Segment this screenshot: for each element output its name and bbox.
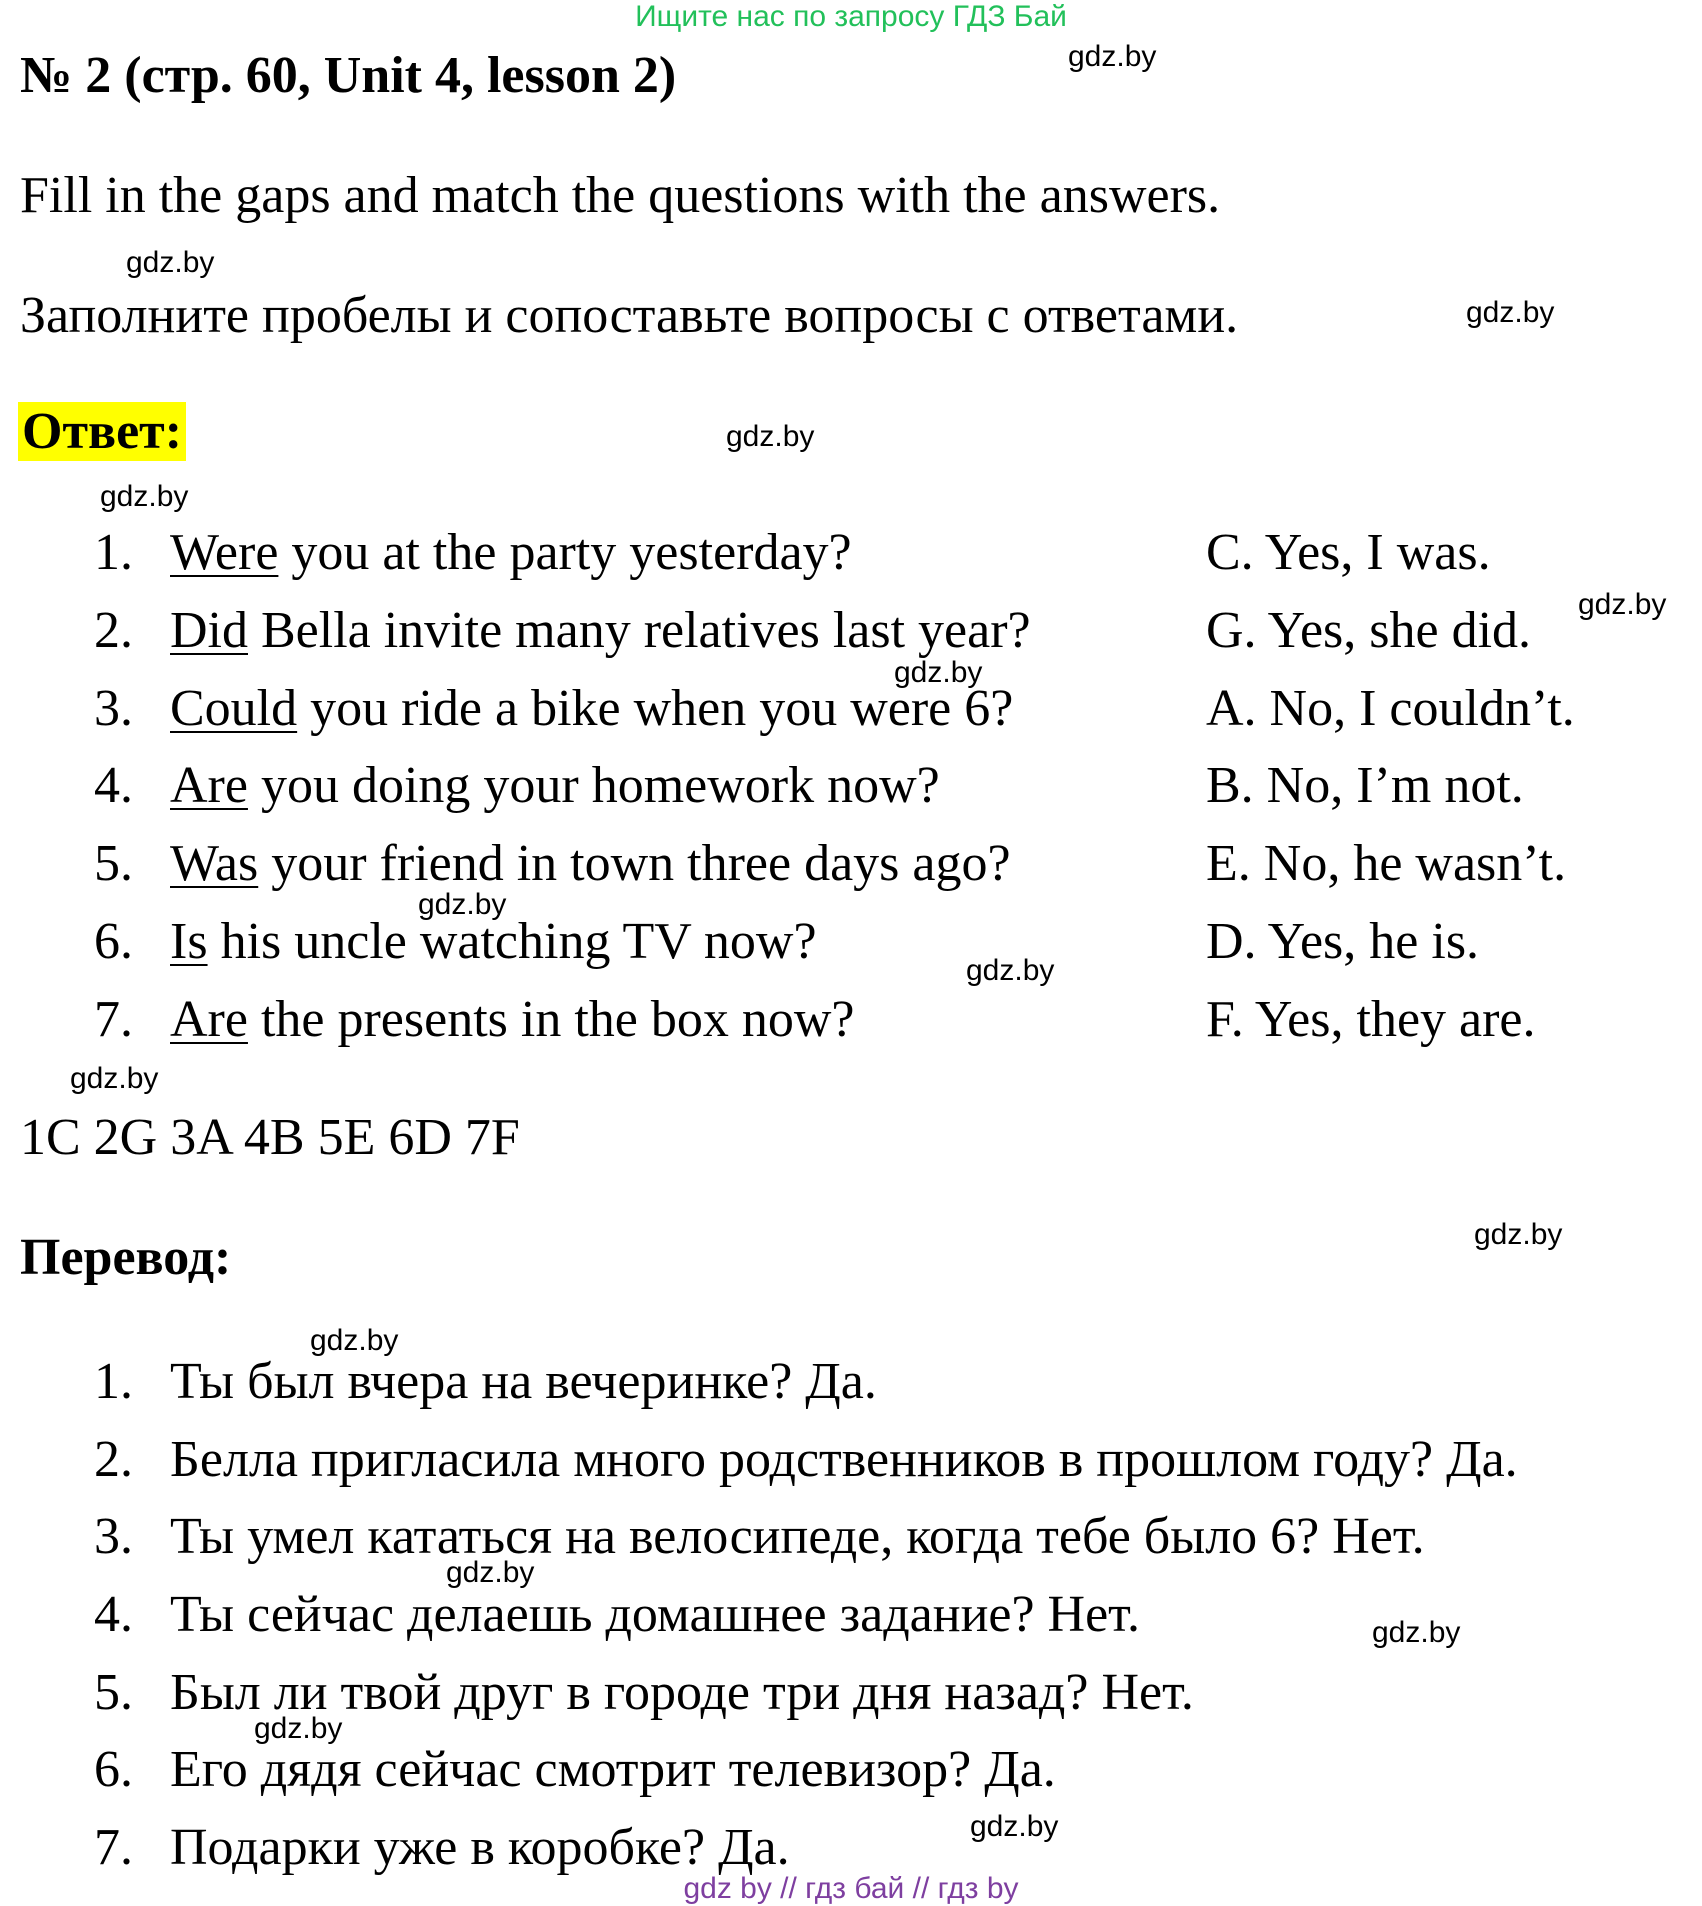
translation-number: 4. [94, 1586, 133, 1643]
watermark: gdz.by [126, 246, 215, 279]
gap-answer: Is [170, 913, 208, 970]
question-text [170, 523, 852, 582]
answer-option: C. Yes, I was. [1206, 524, 1491, 581]
question-number: 1. [94, 524, 133, 581]
watermark: gdz.by [254, 1712, 343, 1745]
gap-answer: Could [170, 680, 298, 737]
watermark: gdz.by [446, 1556, 535, 1589]
question-rest: you at the party yesterday? [278, 524, 852, 581]
question-number: 4. [94, 757, 133, 814]
answer-option: A. No, I couldn’t. [1206, 680, 1575, 737]
page-title: № 2 (стр. 60, Unit 4, lesson 2) [20, 47, 677, 104]
translation-text: Ты умел кататься на велосипеде, когда тебе было 6? Нет. [170, 1508, 1425, 1565]
question-number: 5. [94, 835, 133, 892]
question-text [170, 756, 940, 815]
answer-key: 1C 2G 3A 4B 5E 6D 7F [20, 1109, 520, 1166]
question-rest: you doing your homework now? [247, 757, 940, 814]
watermark: gdz.by [70, 1062, 159, 1095]
watermark: gdz.by [726, 420, 815, 453]
translation-number: 3. [94, 1508, 133, 1565]
translation-text: Был ли твой друг в городе три дня назад? Нет. [170, 1664, 1194, 1721]
translation-number: 7. [94, 1819, 133, 1876]
answer-heading: Ответ: [18, 402, 186, 461]
translation-heading: Перевод: [20, 1229, 232, 1286]
question-text [170, 679, 1013, 738]
watermark: gdz.by [1466, 296, 1555, 329]
question-text [170, 990, 854, 1049]
watermark: gdz.by [100, 480, 189, 513]
translation-text: Подарки уже в коробке? Да. [170, 1819, 790, 1876]
translation-number: 1. [94, 1353, 133, 1410]
watermark: gdz.by [970, 1810, 1059, 1843]
translation-number: 2. [94, 1431, 133, 1488]
question-rest: you ride a bike when you were 6? [297, 680, 1014, 737]
translation-text: Его дядя сейчас смотрит телевизор? Да. [170, 1741, 1056, 1798]
watermark: gdz.by [418, 888, 507, 921]
question-rest: the presents in the box now? [247, 991, 855, 1048]
translation-text: Ты был вчера на вечеринке? Да. [170, 1353, 877, 1410]
question-number: 2. [94, 602, 133, 659]
answer-option: G. Yes, she did. [1206, 602, 1532, 659]
gap-answer: Are [170, 757, 248, 814]
watermark: gdz.by [310, 1324, 399, 1357]
watermark: gdz.by [1578, 588, 1667, 621]
gap-answer: Were [170, 524, 279, 581]
question-number: 7. [94, 991, 133, 1048]
translation-number: 6. [94, 1741, 133, 1798]
question-text [170, 912, 817, 971]
gap-answer: Did [170, 602, 248, 659]
answer-option: B. No, I’m not. [1206, 757, 1524, 814]
translation-text: Белла пригласила много родственников в прошлом году? Да. [170, 1431, 1518, 1488]
question-number: 3. [94, 680, 133, 737]
watermark: gdz.by [966, 954, 1055, 987]
answer-option: E. No, he wasn’t. [1206, 835, 1567, 892]
instruction-english: Fill in the gaps and match the questions with the answers. [20, 167, 1221, 224]
instruction-russian: Заполните пробелы и сопоставьте вопросы с ответами. [20, 287, 1239, 344]
question-text [170, 834, 1011, 893]
watermark: gdz.by [1068, 40, 1157, 73]
answer-option: F. Yes, they are. [1206, 991, 1536, 1048]
watermark: gdz.by [1372, 1616, 1461, 1649]
footer-links: gdz by // гдз бай // гдз by [683, 1872, 1019, 1905]
question-number: 6. [94, 913, 133, 970]
top-banner: Ищите нас по запросу ГДЗ Бай [635, 0, 1067, 33]
translation-number: 5. [94, 1664, 133, 1721]
question-rest: your friend in town three days ago? [258, 835, 1011, 892]
question-rest: his uncle watching TV now? [207, 913, 817, 970]
watermark: gdz.by [1474, 1218, 1563, 1251]
question-text [170, 601, 1031, 660]
watermark: gdz.by [894, 656, 983, 689]
gap-answer: Are [170, 991, 248, 1048]
question-rest: Bella invite many relatives last year? [248, 602, 1031, 659]
gap-answer: Was [170, 835, 259, 892]
answer-option: D. Yes, he is. [1206, 913, 1480, 970]
translation-text: Ты сейчас делаешь домашнее задание? Нет. [170, 1586, 1140, 1643]
